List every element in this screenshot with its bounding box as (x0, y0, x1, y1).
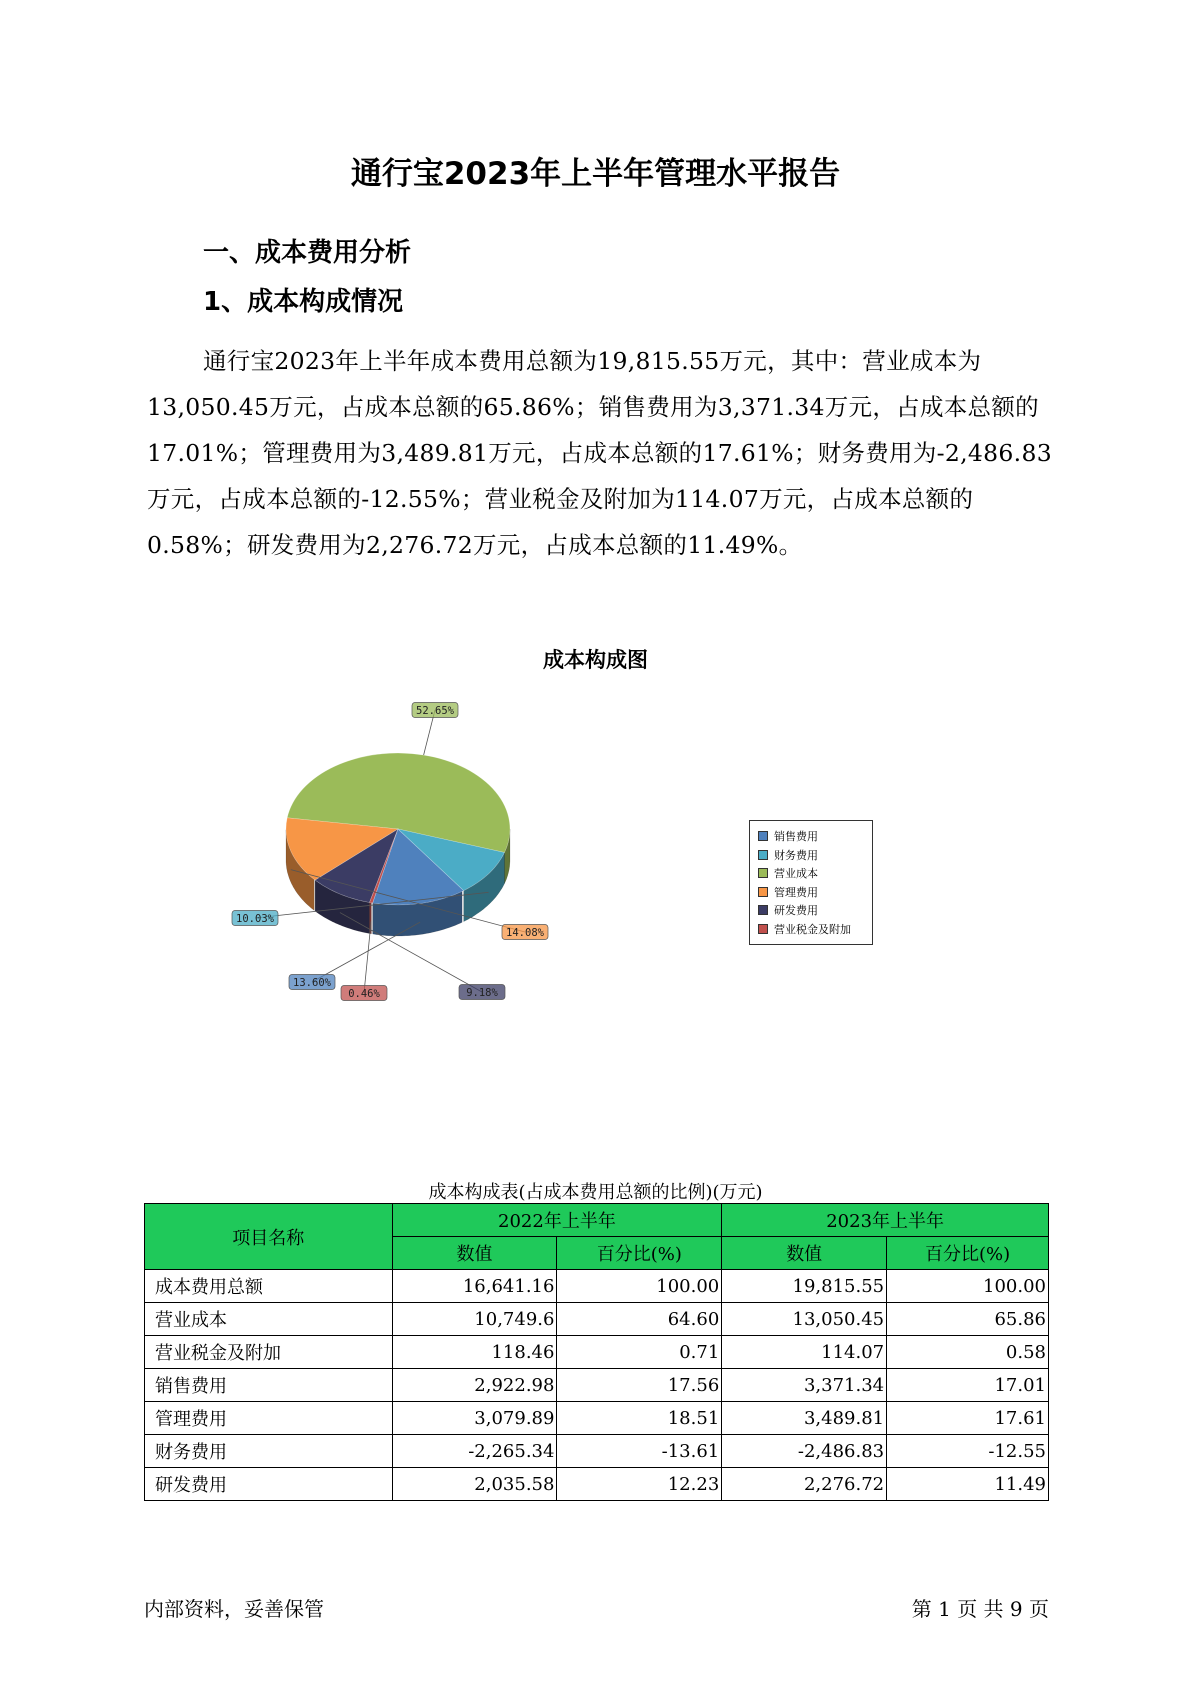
value-2023: 3,371.34 (722, 1369, 887, 1402)
header-period-2022: 2022年上半年 (392, 1204, 722, 1237)
row-name: 财务费用 (145, 1435, 393, 1468)
table-caption: 成本构成表(占成本费用总额的比例)(万元) (428, 1182, 763, 1203)
footer-page-number: 第 1 页 共 9 页 (911, 1597, 1049, 1621)
percent-2023: 0.58 (887, 1336, 1049, 1369)
legend-label: 营业税金及附加 (774, 922, 851, 936)
value-2022: 118.46 (392, 1336, 557, 1369)
footer-confidential: 内部资料，妥善保管 (144, 1597, 324, 1621)
value-2023: 19,815.55 (722, 1270, 887, 1303)
table-row (145, 1303, 1049, 1336)
table-row (145, 1435, 1049, 1468)
row-name: 管理费用 (145, 1402, 393, 1435)
legend-swatch (758, 868, 768, 878)
value-2022: 2,922.98 (392, 1369, 557, 1402)
data-label: 14.08% (506, 927, 544, 939)
chart-title: 成本构成图 (543, 648, 648, 672)
subsection-heading: 1、成本构成情况 (203, 287, 404, 317)
value-2022: 3,079.89 (392, 1402, 557, 1435)
row-name: 销售费用 (145, 1369, 393, 1402)
percent-2023: 17.01 (887, 1369, 1049, 1402)
data-label: 9.18% (466, 987, 498, 999)
legend-item (758, 920, 872, 939)
percent-2022: 12.23 (557, 1468, 722, 1501)
legend-label: 管理费用 (774, 885, 818, 899)
percent-2022: 64.60 (557, 1303, 722, 1336)
legend-swatch (758, 887, 768, 897)
legend-item (758, 901, 872, 920)
legend-label: 研发费用 (774, 904, 818, 918)
legend-item (758, 827, 872, 846)
row-name: 营业税金及附加 (145, 1336, 393, 1369)
legend-item (758, 883, 872, 902)
value-2022: 10,749.6 (392, 1303, 557, 1336)
legend-item (758, 846, 872, 865)
percent-2023: -12.55 (887, 1435, 1049, 1468)
cost-pie-chart (230, 694, 600, 1000)
document-title: 通行宝2023年上半年管理水平报告 (350, 156, 841, 192)
data-label: 10.03% (236, 913, 274, 925)
legend-swatch (758, 924, 768, 934)
value-2023: 114.07 (722, 1336, 887, 1369)
table-body (145, 1270, 1049, 1501)
data-label: 0.46% (348, 988, 380, 1000)
value-2023: 2,276.72 (722, 1468, 887, 1501)
header-item-name: 项目名称 (145, 1204, 393, 1270)
legend-swatch (758, 831, 768, 841)
legend-item (758, 864, 872, 883)
percent-2022: -13.61 (557, 1435, 722, 1468)
header-value-2022: 数值 (392, 1237, 557, 1270)
summary-paragraph: 通行宝2023年上半年成本费用总额为19,815.55万元，其中：营业成本为13,050.45万元，占成本总额的65.86%；销售费用为3,371.34万元，占成本总额的17.01%；管理费用为3,489.81万元，占成本总额的17.61%；财务费用为-2,486.83万元，占成本总额的-12.55%；营业税金及附加为114.07万元，占成本总额的0.58%；研发费用为2,276.72万元，占成本总额的11.49%。 (147, 347, 1052, 559)
value-2023: 13,050.45 (722, 1303, 887, 1336)
legend-label: 营业成本 (774, 867, 818, 881)
percent-2022: 18.51 (557, 1402, 722, 1435)
percent-2023: 100.00 (887, 1270, 1049, 1303)
percent-2023: 11.49 (887, 1468, 1049, 1501)
table-row (145, 1402, 1049, 1435)
section-heading: 一、成本费用分析 (203, 238, 412, 268)
row-name: 研发费用 (145, 1468, 393, 1501)
header-value-2023: 数值 (722, 1237, 887, 1270)
value-2023: -2,486.83 (722, 1435, 887, 1468)
header-period-2023: 2023年上半年 (722, 1204, 1049, 1237)
row-name: 营业成本 (145, 1303, 393, 1336)
percent-2022: 100.00 (557, 1270, 722, 1303)
header-percent-2023: 百分比(%) (887, 1237, 1049, 1270)
row-name: 成本费用总额 (145, 1270, 393, 1303)
data-label: 52.65% (416, 705, 454, 717)
percent-2023: 17.61 (887, 1402, 1049, 1435)
legend-label: 财务费用 (774, 848, 818, 862)
percent-2022: 0.71 (557, 1336, 722, 1369)
data-label: 13.60% (293, 977, 331, 989)
cost-table (144, 1203, 1049, 1501)
percent-2023: 65.86 (887, 1303, 1049, 1336)
chart-legend (749, 820, 873, 945)
table-row (145, 1468, 1049, 1501)
percent-2022: 17.56 (557, 1369, 722, 1402)
value-2022: 2,035.58 (392, 1468, 557, 1501)
value-2022: -2,265.34 (392, 1435, 557, 1468)
header-percent-2022: 百分比(%) (557, 1237, 722, 1270)
table-row (145, 1336, 1049, 1369)
table-row (145, 1369, 1049, 1402)
value-2023: 3,489.81 (722, 1402, 887, 1435)
legend-swatch (758, 850, 768, 860)
table-row (145, 1270, 1049, 1303)
legend-swatch (758, 905, 768, 915)
legend-label: 销售费用 (774, 830, 818, 844)
value-2022: 16,641.16 (392, 1270, 557, 1303)
